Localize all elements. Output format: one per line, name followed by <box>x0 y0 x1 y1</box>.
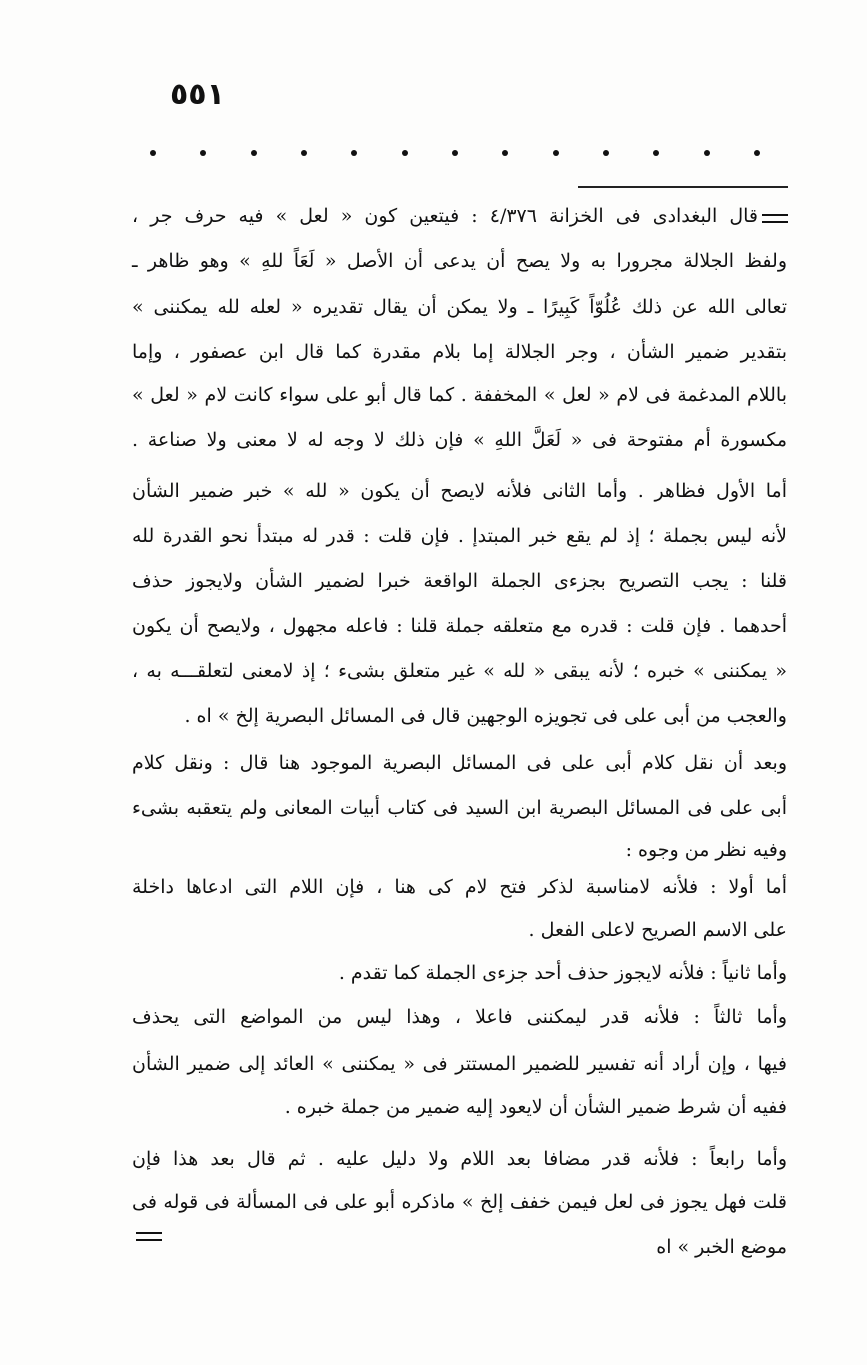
text-line: والعجب من أبى على فى تجويزه الوجهين قال فى المسائل البصرية إلخ » اه . <box>184 705 787 727</box>
text-line: وأما ثالثاً : فلأنه قدر ليمكننى فاعلا ، وهذا ليس من المواضع التى يحذف <box>132 1006 787 1028</box>
text-line: وأما ثانياً : فلأنه لايجوز حذف أحد جزءى الجملة كما تقدم . <box>338 962 787 984</box>
separator-dot <box>502 150 508 156</box>
text-line: وأما رابعاً : فلأنه قدر مضافا بعد اللام ولا دليل عليه . ثم قال بعد هذا فإن <box>132 1148 787 1170</box>
text-line: أحدهما . فإن قلت : قدره مع متعلقه جملة قلنا : فاعله مجهول ، ولايصح أن يكون <box>132 615 787 637</box>
text-line: على الاسم الصريح لاعلى الفعل . <box>528 919 787 941</box>
text-line: أبى على فى المسائل البصرية ابن السيد فى كتاب أبيات المعانى ولم يتعقبه بشىء <box>132 797 787 819</box>
separator-dot <box>301 150 307 156</box>
text-line: أما أولا : فلأنه لامناسبة لذكر فتح لام كى هنا ، فإن اللام التى ادعاها داخلة <box>132 876 787 898</box>
text-line: باللام المدغمة فى لام « لعل » المخففة . كما قال أبو على سواء كانت لام « لعل » <box>132 384 787 406</box>
text-line: موضع الخبر » اه <box>656 1236 787 1258</box>
text-line: قال البغدادى فى الخزانة ٤/٣٧٦ : فيتعين كون « لعل » فيه حرف جر ، <box>132 205 758 227</box>
text-line: وفيه نظر من وجوه : <box>625 839 787 861</box>
text-line: قلت فهل يجوز فى لعل فيمن خفف إلخ » ماذكره أبو على فى المسألة فى قوله فى <box>132 1191 787 1213</box>
separator-dot <box>704 150 710 156</box>
text-line: مكسورة أم مفتوحة فى « لَعَلَّ اللهِ » فإن ذلك لا وجه له لا معنى ولا صناعة . <box>132 429 787 451</box>
dotted-separator <box>150 150 760 156</box>
separator-dot <box>603 150 609 156</box>
text-line: ولفظ الجلالة مجرورا به ولا يصح أن يدعى أن الأصل « لَعَاً للهِ » وهو ظاهر ـ <box>132 250 787 272</box>
text-line: وبعد أن نقل كلام أبى على فى المسائل البصرية الموجود هنا قال : ونقل كلام <box>132 752 787 774</box>
page-number: ٥٥١ <box>170 77 225 112</box>
separator-dot <box>200 150 206 156</box>
footnote-rule <box>578 186 788 188</box>
continuation-mark-bottom <box>136 1232 162 1242</box>
separator-dot <box>150 150 156 156</box>
separator-dot <box>351 150 357 156</box>
separator-dot <box>754 150 760 156</box>
text-line: فيها ، وإن أراد أنه تفسير للضمير المستتر فى « يمكننى » العائد إلى ضمير الشأن <box>132 1053 787 1075</box>
text-line: تعالى الله عن ذلك عُلُوّاً كَبِيرًا ـ ولا يمكن أن يقال تقديره « لعله لله يمكننى » <box>132 296 787 318</box>
separator-dot <box>402 150 408 156</box>
text-line: لأنه ليس بجملة ؛ إذ لم يقع خبر المبتدإ . فإن قلت : قدر له مبتدأ نحو القدرة لله <box>132 525 787 547</box>
text-line: قلنا : يجب التصريح بجزءى الجملة الواقعة خبرا لضمير الشأن ولايجوز حذف <box>132 570 787 592</box>
separator-dot <box>553 150 559 156</box>
text-line: بتقدير ضمير الشأن ، وجر الجلالة إما بلام مقدرة كما قال ابن عصفور ، وإما <box>132 341 787 363</box>
text-line: أما الأول فظاهر . وأما الثانى فلأنه لايصح أن يكون « لله » خبر ضمير الشأن <box>132 480 787 502</box>
separator-dot <box>452 150 458 156</box>
separator-dot <box>653 150 659 156</box>
text-line: « يمكننى » خبره ؛ لأنه يبقى « لله » غير متعلق بشىء ؛ إذ لامعنى لتعلقـــه به ، <box>132 660 787 682</box>
text-line: ففيه أن شرط ضمير الشأن أن لايعود إليه ضمير من جملة خبره . <box>284 1096 787 1118</box>
separator-dot <box>251 150 257 156</box>
continuation-mark-top <box>762 214 788 224</box>
